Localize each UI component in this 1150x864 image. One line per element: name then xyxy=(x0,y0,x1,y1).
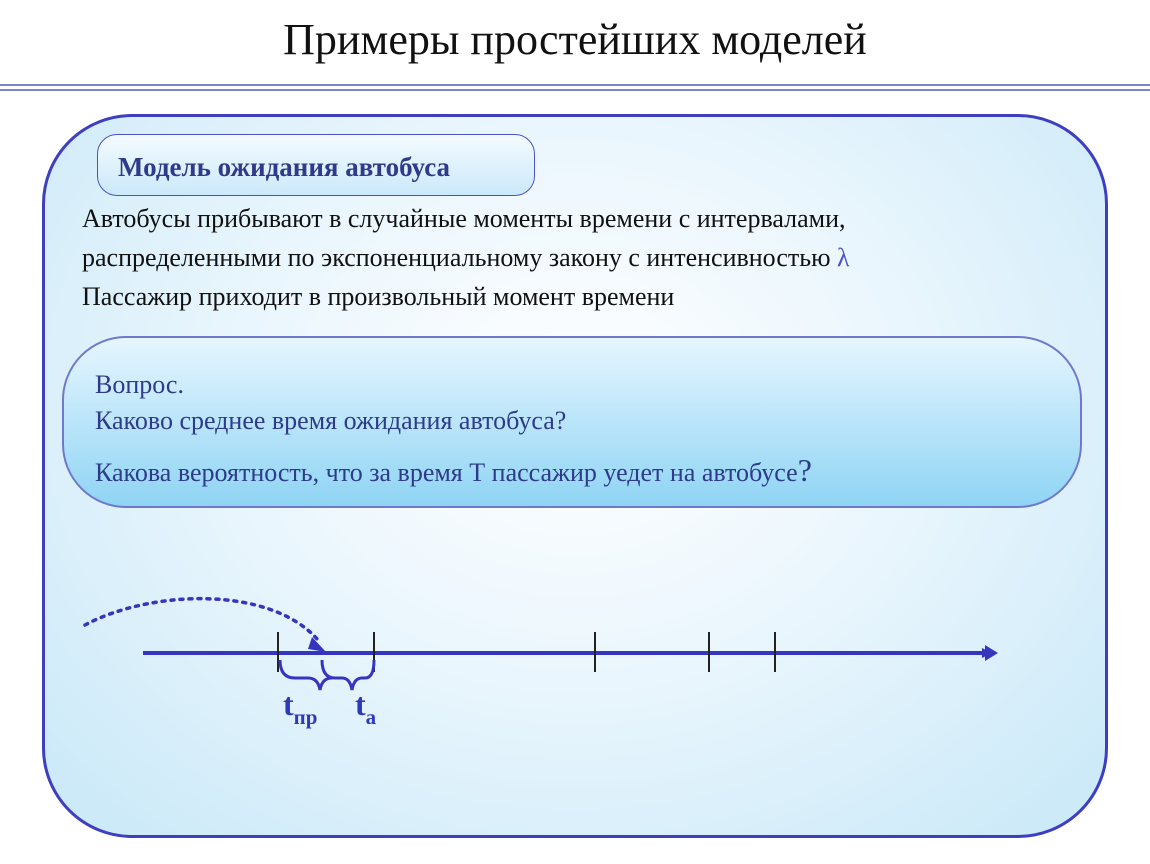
label-tpr: $t_{пр}$ xyxy=(283,686,318,729)
passenger-arrival-arc xyxy=(85,599,318,640)
question-heading: Вопрос. xyxy=(95,370,184,399)
description-line-3: Пассажир приходит в произвольный момент времени xyxy=(82,282,675,311)
question-2-mark: ? xyxy=(797,452,812,488)
lambda-symbol: λ xyxy=(837,243,850,272)
description-line-1: Автобусы прибывают в случайные моменты времени с интервалами, xyxy=(82,204,846,233)
model-label: Модель ожидания автобуса xyxy=(118,152,451,182)
label-ta: $t_а$ xyxy=(355,686,377,729)
slide-title: Примеры простейших моделей xyxy=(283,15,867,64)
brace-ta xyxy=(322,660,374,690)
description-line-2-text: распределенными по экспоненциальному закону с интенсивностью xyxy=(82,243,831,272)
question-2-text: Какова вероятность, что за время Т пассажир уедет на автобусе xyxy=(95,458,798,487)
time-axis-arrowhead xyxy=(985,645,998,661)
question-1: Каково среднее время ожидания автобуса? xyxy=(95,406,567,435)
